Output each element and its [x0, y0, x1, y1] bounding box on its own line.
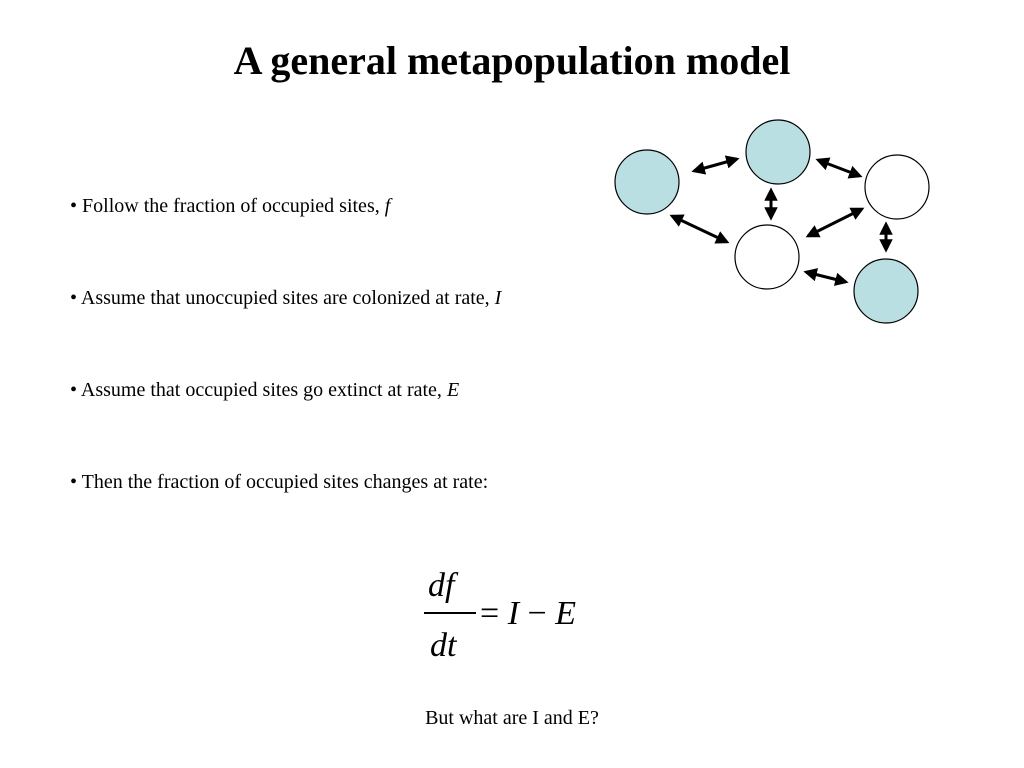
site-middle [735, 225, 799, 289]
bullet-colonization-rate [70, 286, 501, 310]
site-top [746, 120, 810, 184]
equation-term-i: I [507, 595, 520, 632]
site-bottom-right [854, 259, 918, 323]
arrow-middle-right [808, 209, 862, 236]
arrow-left-middle [672, 216, 727, 242]
bullet-text: Then the fraction of occupied sites changes at rate: [81, 471, 489, 493]
bullet-text: Follow the fraction of occupied sites, [82, 195, 385, 217]
arrow-middle-bottom [806, 272, 846, 282]
site-left [615, 150, 679, 214]
bullet-marker: • [70, 287, 78, 309]
arrow-left-top [694, 159, 737, 171]
bullet-marker: • [70, 471, 78, 493]
arrow-top-right [818, 160, 860, 176]
bullet-extinction-rate [70, 378, 459, 402]
equals-sign: = [480, 595, 500, 632]
equation-denominator: dt [430, 627, 457, 664]
rate-equation [420, 560, 620, 670]
minus-sign: − [527, 595, 547, 632]
fraction-bar [424, 612, 476, 614]
equation-right-side [480, 594, 576, 634]
bullet-variable-i: I [494, 287, 502, 309]
bullet-text: Assume that unoccupied sites are colonized at rate, [80, 287, 495, 309]
site-right [865, 155, 929, 219]
slide-title: A general metapopulation model [233, 38, 791, 83]
equation-numerator: df [428, 567, 455, 604]
bullet-fraction-occupied [70, 194, 390, 218]
bullet-text: Assume that occupied sites go extinct at rate, [80, 379, 447, 401]
footer-question: But what are I and E? [425, 707, 599, 729]
equation-term-e: E [555, 595, 576, 632]
metapopulation-network-diagram [600, 110, 940, 340]
bullet-variable-f: f [384, 195, 391, 217]
bullet-marker: • [70, 195, 78, 217]
bullet-variable-e: E [446, 379, 460, 401]
bullet-marker: • [70, 379, 78, 401]
bullet-rate-of-change [70, 470, 488, 494]
